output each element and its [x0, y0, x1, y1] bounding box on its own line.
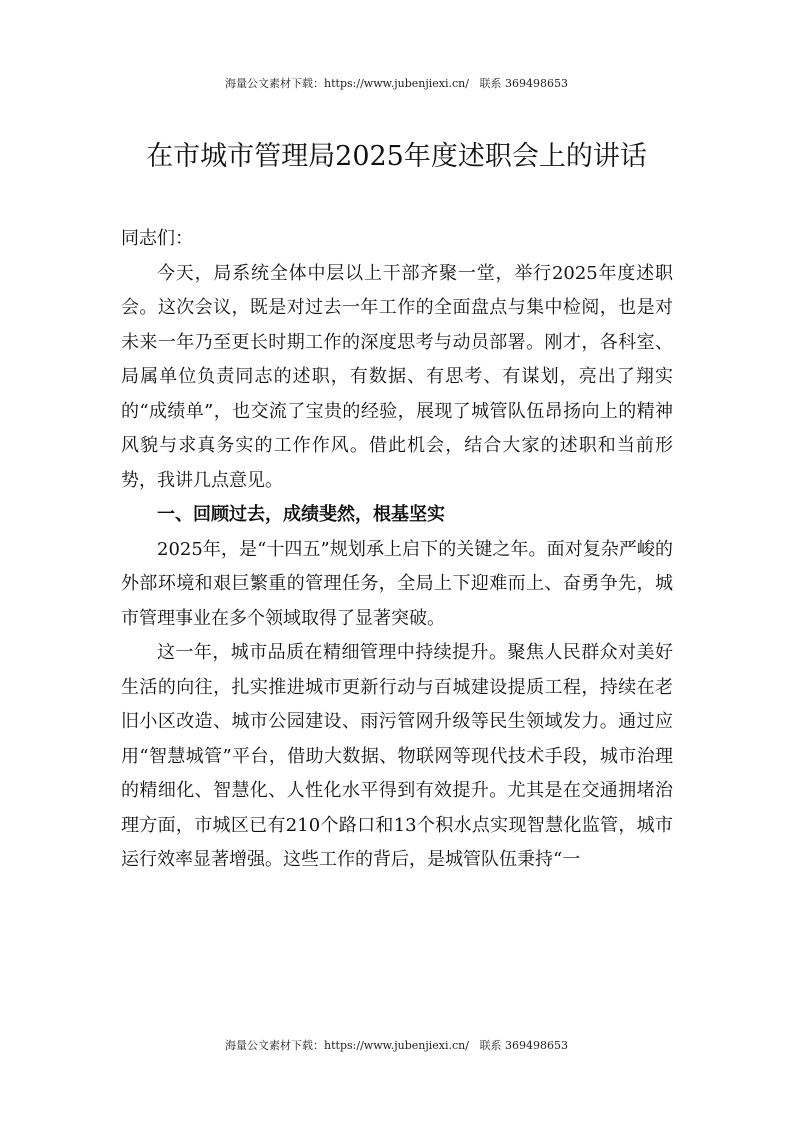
section-1-paragraph: 这一年，城市品质在精细管理中持续提升。聚焦人民群众对美好生活的向往，扎实推进城市更新行动与百城建设提质工程，持续在老旧小区改造、城市公园建设、雨污管网升级等民生领域发力。通过应用“智慧城管”平台，借助大数据、物联网等现代技术手段，城市治理的精细化、智慧化、人性化水平得到有效提升。尤其是在交通拥堵治理方面，市城区已有210个路口和13个积水点实现智慧化监管，城市运行效率显著增强。这些工作的背后，是城管队伍秉持“一	[121, 642, 673, 870]
page-header	[0, 75, 793, 91]
footer-url[interactable]: https://www.jubenjiexi.cn/	[324, 1039, 469, 1052]
document-body	[121, 222, 673, 878]
footer-contact: 联系 369498653	[479, 1039, 568, 1052]
header-url[interactable]: https://www.jubenjiexi.cn/	[324, 77, 469, 90]
document-title: 在市城市管理局2025年度述职会上的讲话	[146, 141, 647, 172]
section-heading-1: 一、回顾过去，成绩斐然，根基坚实	[157, 504, 445, 525]
header-source-label: 海量公文素材下载：	[225, 77, 325, 90]
header-contact: 联系 369498653	[479, 77, 568, 90]
footer-source-label: 海量公文素材下载：	[225, 1039, 325, 1052]
section-1-paragraph: 2025年，是“十四五”规划承上启下的关键之年。面对复杂严峻的外部环境和艰巨繁重的管理任务，全局上下迎难而上、奋勇争先，城市管理事业在多个领域取得了显著突破。	[121, 538, 673, 629]
salutation: 同志们：	[121, 228, 193, 249]
opening-paragraph: 今天，局系统全体中层以上干部齐聚一堂，举行2025年度述职会。这次会议，既是对过去一年工作的全面盘点与集中检阅，也是对未来一年乃至更长时期工作的深度思考与动员部署。刚才，各科室、局属单位负责同志的述职，有数据、有思考、有谋划，亮出了翔实的“成绩单”，也交流了宝贵的经验，展现了城管队伍昂扬向上的精神风貌与求真务实的工作作风。借此机会，结合大家的述职和当前形势，我讲几点意见。	[121, 262, 673, 491]
page-footer	[0, 1037, 793, 1053]
